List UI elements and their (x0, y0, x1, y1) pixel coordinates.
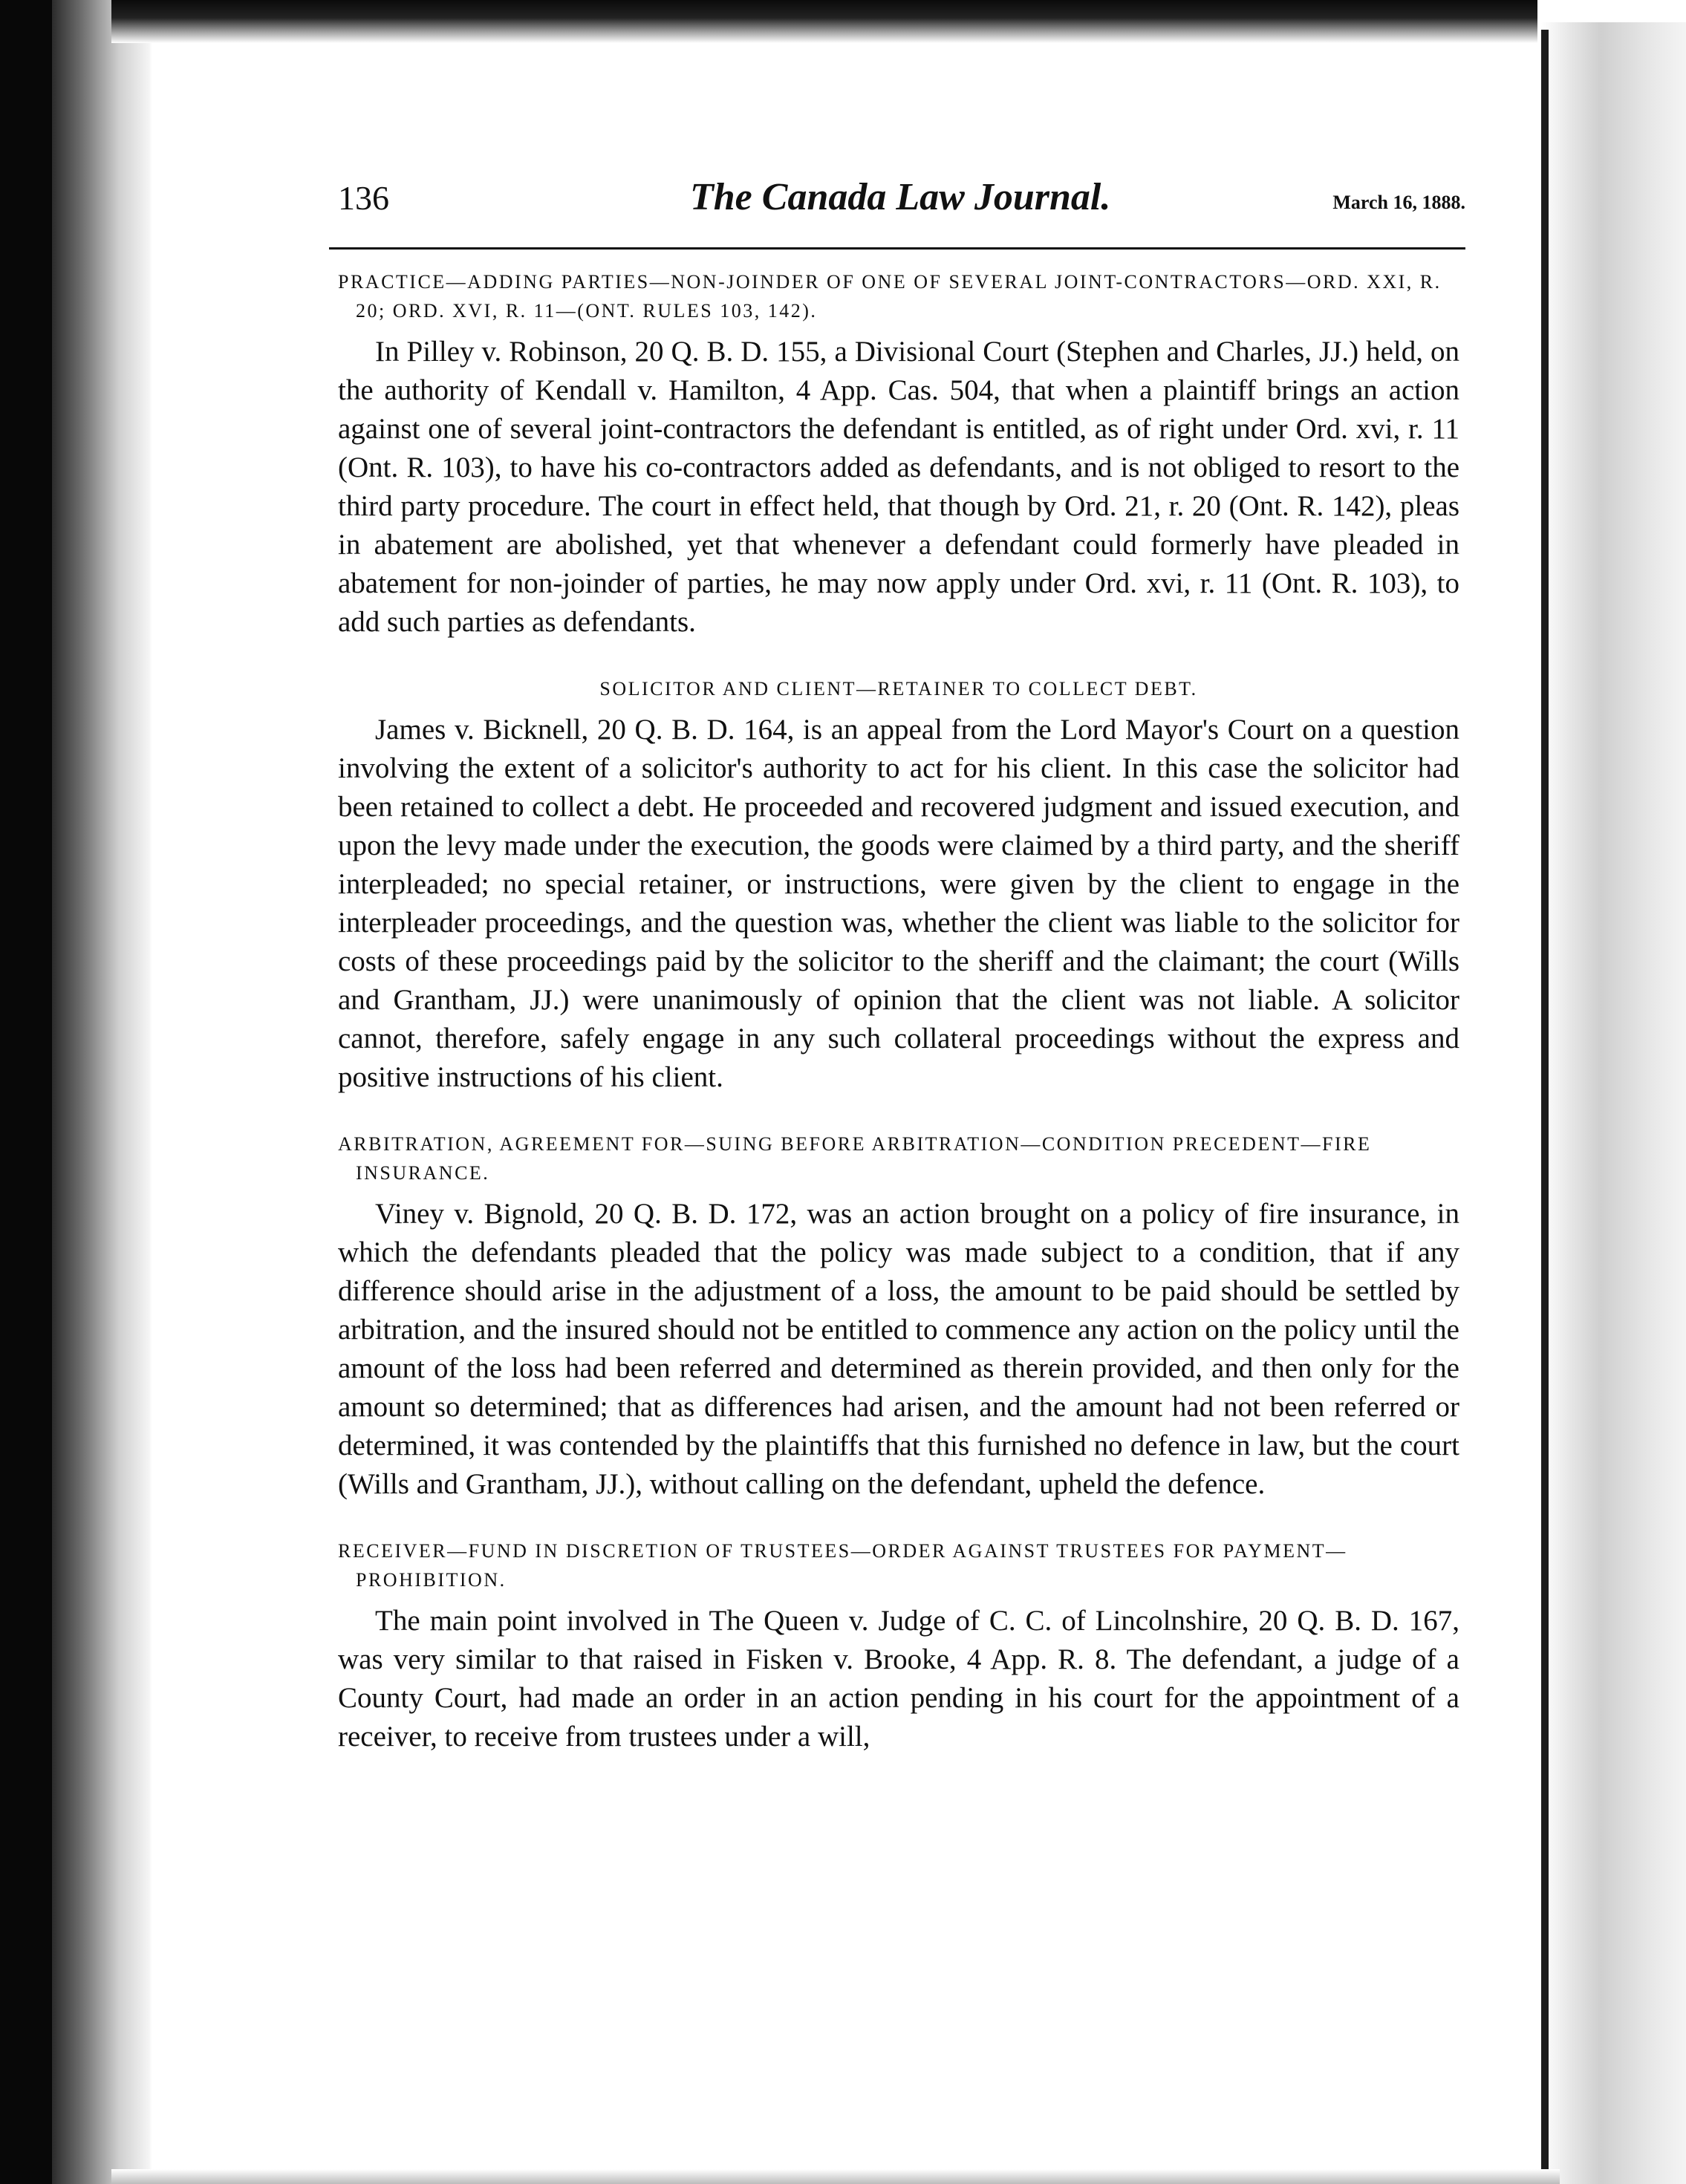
section-heading: SOLICITOR AND CLIENT—RETAINER TO COLLECT DEBT. (599, 678, 1198, 700)
scan-bottom-edge (111, 2169, 1560, 2184)
section-heading: ARBITRATION, AGREEMENT FOR—SUING BEFORE ARBITRATION—CONDITION PRECEDENT—FIRE INSURANCE. (338, 1133, 1372, 1184)
article-body (338, 267, 1459, 1756)
scan-right-edge-line (1541, 30, 1549, 2183)
section-arbitration (338, 1130, 1459, 1504)
header-rule (329, 247, 1465, 250)
section-receiver (338, 1536, 1459, 1756)
section-paragraph: The main point involved in The Queen v. Judge of C. C. of Lincolnshire, 20 Q. B. D. 167, was very similar to that raised in Fisken v. Brooke, 4 App. R. 8. The defendant, a judge of a County Court, had made an order in an action pending in his court for the appointment of a receiver, to receive from trustees under a will, (338, 1605, 1459, 1753)
section-solicitor-and-client (338, 674, 1459, 1097)
section-practice-adding-parties (338, 267, 1459, 642)
scan-right-margin (1541, 22, 1686, 2184)
journal-page (338, 176, 1465, 1753)
section-heading: PRACTICE—ADDING PARTIES—NON-JOINDER OF ONE OF SEVERAL JOINT-CONTRACTORS—ORD. XXI, R. 20; ORD. XVI, R. 11—(ONT. RULES 103, 142). (338, 271, 1442, 322)
page-number: 136 (338, 179, 389, 217)
issue-date: March 16, 1888. (1332, 192, 1465, 213)
section-paragraph: Viney v. Bignold, 20 Q. B. D. 172, was an action brought on a policy of fire insurance, in which the defendants pleaded that the policy was made subject to a condition, that if any difference should arise in the adjustment of a loss, the amount to be paid should be settled by arbitration, and the insured should not be entitled to commence any action on the policy until the amount of the loss had been referred and determined as therein provided, and then only for the amount so determined; that as differences had arisen, and the amount had not been referred or determined, it was contended by the plaintiffs that this furnished no defence in law, but the court (Wills and Grantham, JJ.), without calling on the defendant, upheld the defence. (338, 1198, 1459, 1500)
journal-title: The Canada Law Journal. (690, 176, 1111, 218)
running-header (338, 176, 1465, 230)
section-paragraph: James v. Bicknell, 20 Q. B. D. 164, is an appeal from the Lord Mayor's Court on a question involving the extent of a solicitor's authority to act for his client. In this case the solicitor had been retained to collect a debt. He proceeded and recovered judgment and issued execution, and upon the levy made under the execution, the goods were claimed by a third party, and the sheriff interpleaded; no special retainer, or instructions, were given by the client to engage in the interpleader proceedings, and the question was, whether the client was liable to the solicitor for costs of these proceedings paid by the solicitor to the sheriff and the claimant; the court (Wills and Grantham, JJ.) were unanimously of opinion that the client was not liable. A solicitor cannot, therefore, safely engage in any such collateral proceedings without the express and positive instructions of his client. (338, 714, 1459, 1093)
scan-top-edge (111, 0, 1537, 43)
section-paragraph: In Pilley v. Robinson, 20 Q. B. D. 155, a Divisional Court (Stephen and Charles, JJ.) held, on the authority of Kendall v. Hamilton, 4 App. Cas. 504, that when a plaintiff brings an action against one of several joint-contractors the defendant is entitled, as of right under Ord. xvi, r. 11 (Ont. R. 103), to have his co-contractors added as defendants, and is not obliged to resort to the third party procedure. The court in effect held, that though by Ord. 21, r. 20 (Ont. R. 142), pleas in abatement are abolished, yet that whenever a defendant could formerly have pleaded in abatement for non-joinder of parties, he may now apply under Ord. xvi, r. 11 (Ont. R. 103), to add such parties as defendants. (338, 336, 1459, 638)
section-heading: RECEIVER—FUND IN DISCRETION OF TRUSTEES—ORDER AGAINST TRUSTEES FOR PAYMENT—PROHIBITION. (338, 1540, 1347, 1591)
scan-binding-edge (0, 0, 52, 2184)
